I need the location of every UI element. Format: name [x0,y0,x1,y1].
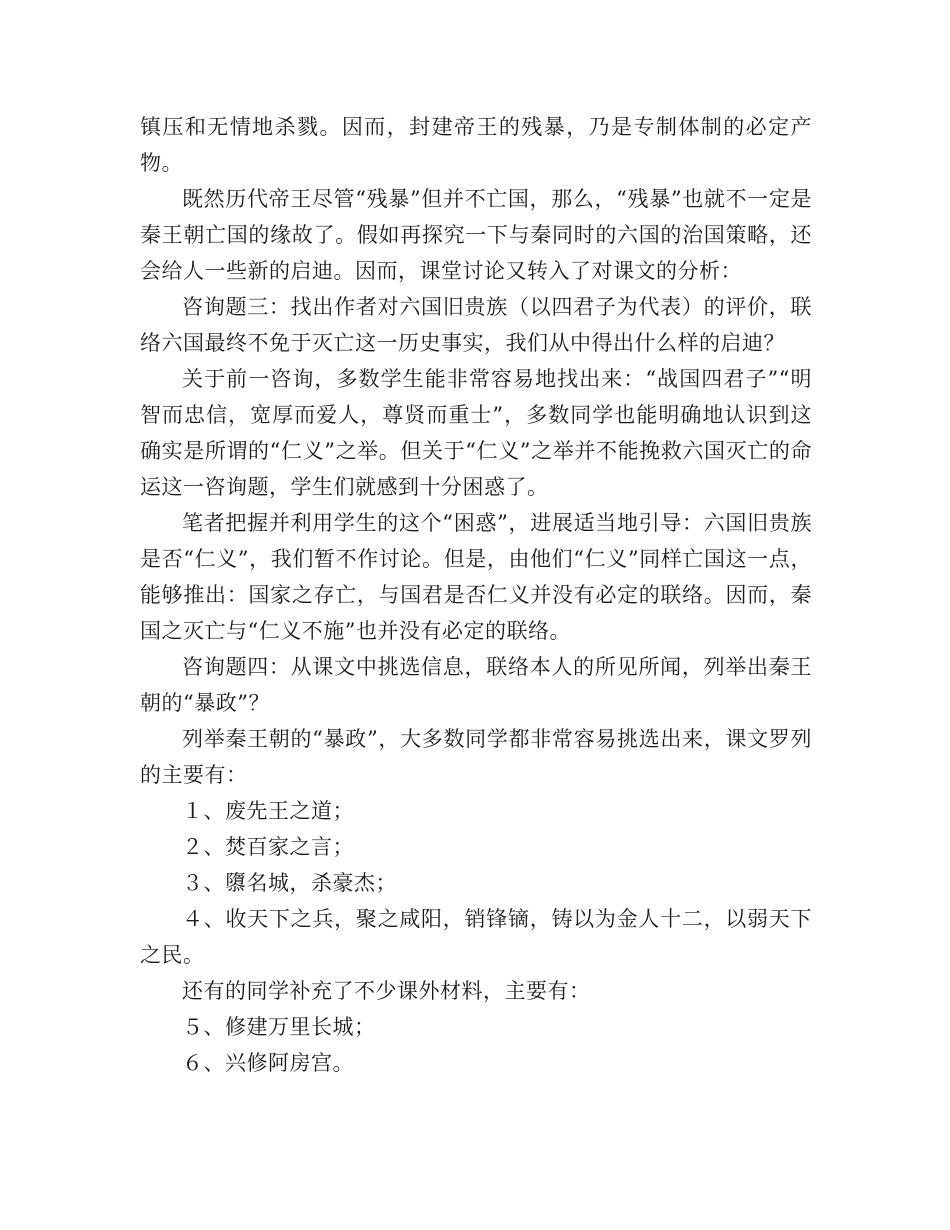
list-item: ２、焚百家之言； [182,835,354,859]
list-item: １、废先王之道； [182,799,354,823]
list-item: ４、收天下之兵，聚之咸阳，销锋镝，铸以为金人十二，以弱天下之民。 [140,907,812,967]
list-item: ６、兴修阿房宫。 [182,1051,354,1075]
paragraph: 列举秦王朝的“暴政”，大多数同学都非常容易挑选出来，课文罗列的主要有： [140,727,812,787]
paragraph: 既然历代帝王尽管“残暴”但并不亡国，那么，“残暴”也就不一定是秦王朝亡国的缘故了。假如再探究一下与秦同时的六国的治国策略，还会给人一些新的启迪。因而，课堂讨论又转入了对课文的分析： [140,187,812,283]
document-body [140,109,812,1081]
paragraph: 咨询题三：找出作者对六国旧贵族（以四君子为代表）的评价，联络六国最终不免于灭亡这一历史事实，我们从中得出什么样的启迪？ [140,295,812,355]
list-item: ３、隳名城，杀豪杰； [182,871,397,895]
paragraph: 还有的同学补充了不少课外材料，主要有： [182,979,591,1003]
paragraph: 关于前一咨询，多数学生能非常容易地找出来：“战国四君子”“明智而忠信，宽厚而爱人，尊贤而重士”，多数同学也能明确地认识到这确实是所谓的“仁义”之举。但关于“仁义”之举并不能挽救六国灭亡的命运这一咨询题，学生们就感到十分困惑了。 [140,367,812,499]
list-item: ５、修建万里长城； [182,1015,376,1039]
paragraph: 笔者把握并利用学生的这个“困惑”，进展适当地引导：六国旧贵族是否“仁义”，我们暂不作讨论。但是，由他们“仁义”同样亡国这一点，能够推出：国家之存亡，与国君是否仁义并没有必定的联络。因而，秦国之灭亡与“仁义不施”也并没有必定的联络。 [140,511,812,643]
paragraph: 镇压和无情地杀戮。因而，封建帝王的残暴，乃是专制体制的必定产物。 [140,115,812,175]
paragraph: 咨询题四：从课文中挑选信息，联络本人的所见所闻，列举出秦王朝的“暴政”？ [140,655,812,715]
